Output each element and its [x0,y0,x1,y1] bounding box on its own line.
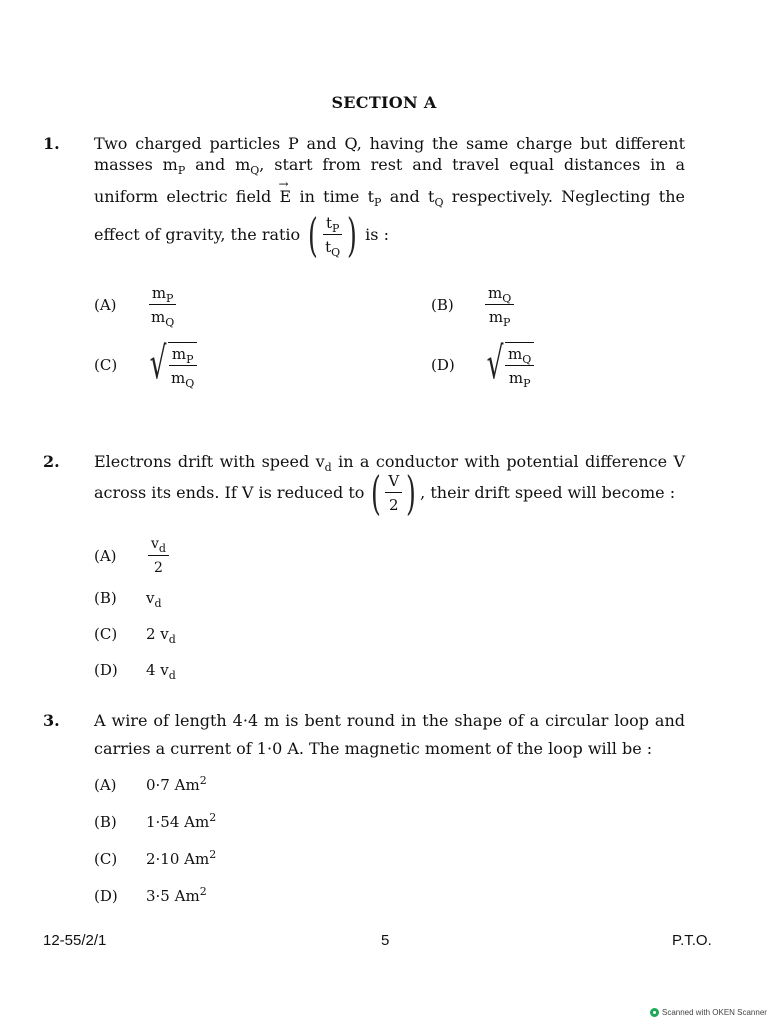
question-3-line-1: A wire of length 4·4 m is bent round in the shape of a circular loop and [94,711,685,730]
option-value: 0·7 Am$^2$ [146,774,207,794]
option-label: (D) [94,887,118,905]
option-fraction: $\frac{m_P}{m_Q}$ [148,284,177,326]
question-1-line-2: masses $m_P$ and $m_Q$, start from rest and travel equal distances in a [94,155,685,177]
question-3-option-b[interactable] [94,813,216,831]
radical-sign-icon: √ [486,338,504,389]
option-value: 3·5 Am$^2$ [146,885,207,905]
question-1-number: 1. [43,134,60,153]
option-fraction: $\frac{v_d}{2}$ [148,535,169,577]
option-value: 2 $v_d$ [146,625,176,646]
option-label: (B) [431,296,454,314]
square-root-expression: √ $\frac{m_Q}{m_P}$ [481,342,534,387]
question-2-option-b[interactable] [94,589,162,610]
question-1-line-1: Two charged particles P and Q, having the same charge but different [94,134,685,153]
question-3-option-c[interactable] [94,850,216,868]
option-value: 2·10 Am$^2$ [146,848,217,868]
option-fraction: $\frac{m_Q}{m_P}$ [485,284,514,326]
question-3-number: 3. [43,711,60,730]
question-1-option-a[interactable] [94,284,177,329]
question-1-line-3: uniform electric field → E in time $t_P$ and $t_Q$ respectively. Neglecting the [94,187,685,207]
option-value: 4 $v_d$ [146,661,176,682]
electric-field-vector: → E [280,187,292,207]
page-number: 5 [381,932,390,949]
scanner-text: Scanned with OKEN Scanner [662,1008,767,1017]
question-2-option-d[interactable] [94,661,176,682]
option-label: (A) [94,776,117,794]
question-2-option-a[interactable] [94,535,169,577]
question-3-line-2: carries a current of 1·0 A. The magnetic moment of the loop will be : [94,739,653,758]
question-2-line-2: across its ends. If V is reduced to ( $\frac{V}{2}$ ) , their drift speed will become : [94,466,676,520]
question-3-option-a[interactable] [94,776,207,794]
voltage-fraction: ( $\frac{V}{2}$ ) [371,466,417,520]
radical-sign-icon: √ [149,338,167,389]
please-turn-over: P.T.O. [672,932,712,949]
question-1-option-c[interactable] [94,338,197,390]
question-2-option-c[interactable] [94,625,176,646]
option-label: (A) [94,296,117,314]
ratio-expression: ( $\frac{t_P}{t_Q}$ ) [308,208,358,262]
question-1-line-4: effect of gravity, the ratio ( $\frac{t_P}{t_Q}$ ) is : [94,208,389,262]
option-label: (D) [431,355,455,374]
paper-code: 12-55/2/1 [43,932,107,949]
option-label: (A) [94,547,117,565]
section-title: SECTION A [331,93,437,112]
option-value: $v_d$ [146,589,162,610]
option-label: (C) [94,355,118,374]
option-label: (D) [94,661,118,679]
vector-arrow-icon: → [278,177,289,191]
option-label: (B) [94,589,117,607]
question-1-option-d[interactable] [431,338,534,390]
question-3-option-d[interactable] [94,887,207,905]
scanner-watermark [650,1008,767,1017]
question-2-number: 2. [43,452,60,471]
question-1-option-b[interactable] [431,284,514,329]
question-2-line-1: Electrons drift with speed $v_d$ in a conductor with potential difference V [94,452,686,474]
option-value: 1·54 Am$^2$ [146,811,217,831]
option-label: (C) [94,625,118,643]
option-label: (B) [94,813,117,831]
square-root-expression: √ $\frac{m_P}{m_Q}$ [144,342,197,387]
scanner-logo-icon [650,1008,659,1017]
option-label: (C) [94,850,118,868]
